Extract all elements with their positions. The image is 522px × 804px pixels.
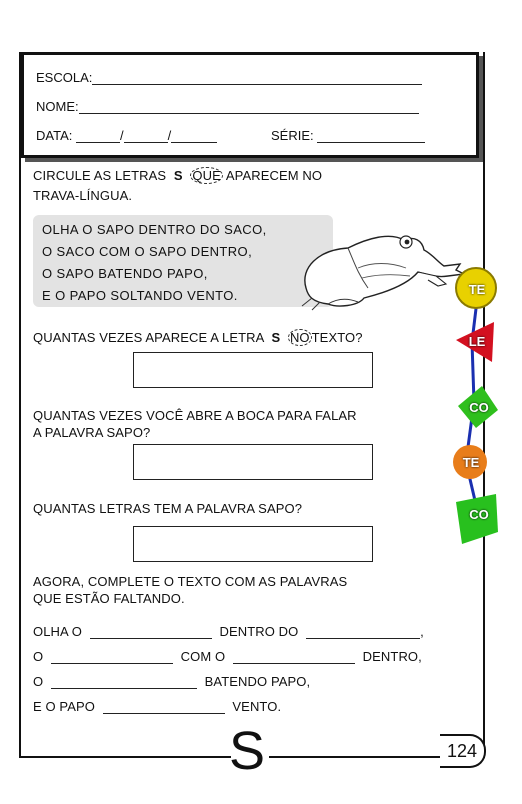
blank-field[interactable]: [103, 701, 225, 714]
name-label: NOME:: [36, 99, 79, 114]
complete-row-3: O BATENDO PAPO,: [33, 674, 311, 689]
syllable-badge-1: TE: [468, 282, 486, 297]
answer-box-2[interactable]: [133, 444, 373, 480]
big-letter: S: [229, 721, 266, 781]
question-1: QUANTAS VEZES APARECE A LETRA S NO TEXTO?: [33, 330, 363, 345]
syllable-badge-3: CO: [469, 400, 489, 415]
date-separator: /: [119, 128, 124, 143]
question-2-line-1: QUANTAS VEZES VOCÊ ABRE A BOCA PARA FALAR: [33, 408, 357, 423]
syllable-badge-2: LE: [468, 334, 486, 349]
blank-field[interactable]: [306, 626, 420, 639]
complete-instruction-line-1: AGORA, COMPLETE O TEXTO COM AS PALAVRAS: [33, 574, 348, 589]
date-row: [36, 128, 217, 143]
name-row: [36, 99, 419, 114]
school-field[interactable]: [92, 72, 422, 85]
blank-field[interactable]: [90, 626, 212, 639]
letter-s: S: [271, 330, 281, 345]
blank-field[interactable]: [51, 676, 197, 689]
circled-word: QUE: [192, 168, 221, 183]
date-separator: /: [167, 128, 172, 143]
date-label: DATA:: [36, 128, 73, 143]
answer-box-1[interactable]: [133, 352, 373, 388]
header-box: [21, 52, 479, 158]
tongue-twister-box: [33, 215, 333, 307]
school-row: [36, 70, 422, 85]
grade-row: [271, 128, 425, 143]
school-label: ESCOLA:: [36, 70, 93, 85]
poem-line: O SAPO BATENDO PAPO,: [42, 266, 208, 281]
poem-line: OLHA O SAPO DENTRO DO SACO,: [42, 222, 267, 237]
complete-row-4: E O PAPO VENTO.: [33, 699, 282, 714]
instruction-line-1: CIRCULE AS LETRAS S QUE APARECEM NO: [33, 168, 323, 183]
poem-line: E O PAPO SOLTANDO VENTO.: [42, 288, 238, 303]
circled-word: NO: [289, 330, 310, 345]
date-day-field[interactable]: [76, 130, 120, 143]
frog-illustration: [298, 228, 468, 312]
instruction-line-2: TRAVA-LÍNGUA.: [33, 188, 133, 203]
date-year-field[interactable]: [171, 130, 217, 143]
poem-line: O SACO COM O SAPO DENTRO,: [42, 244, 253, 259]
grade-field[interactable]: [317, 130, 425, 143]
answer-box-3[interactable]: [133, 526, 373, 562]
blank-field[interactable]: [233, 651, 355, 664]
question-3: QUANTAS LETRAS TEM A PALAVRA SAPO?: [33, 501, 303, 516]
complete-row-2: O COM O DENTRO,: [33, 649, 422, 664]
syllable-badge-5: CO: [469, 507, 489, 522]
page-frame-bottom-left: [19, 756, 231, 758]
page-number: 124: [440, 734, 486, 768]
grade-label: SÉRIE:: [271, 128, 314, 143]
blank-field[interactable]: [51, 651, 173, 664]
page-frame-bottom-right: [269, 756, 444, 758]
complete-row-1: OLHA O DENTRO DO ,: [33, 624, 424, 639]
complete-instruction-line-2: QUE ESTÃO FALTANDO.: [33, 591, 185, 606]
name-field[interactable]: [79, 101, 419, 114]
syllable-badge-4: TE: [462, 455, 480, 470]
date-month-field[interactable]: [124, 130, 168, 143]
question-2-line-2: A PALAVRA SAPO?: [33, 425, 151, 440]
letter-s: S: [173, 168, 183, 183]
